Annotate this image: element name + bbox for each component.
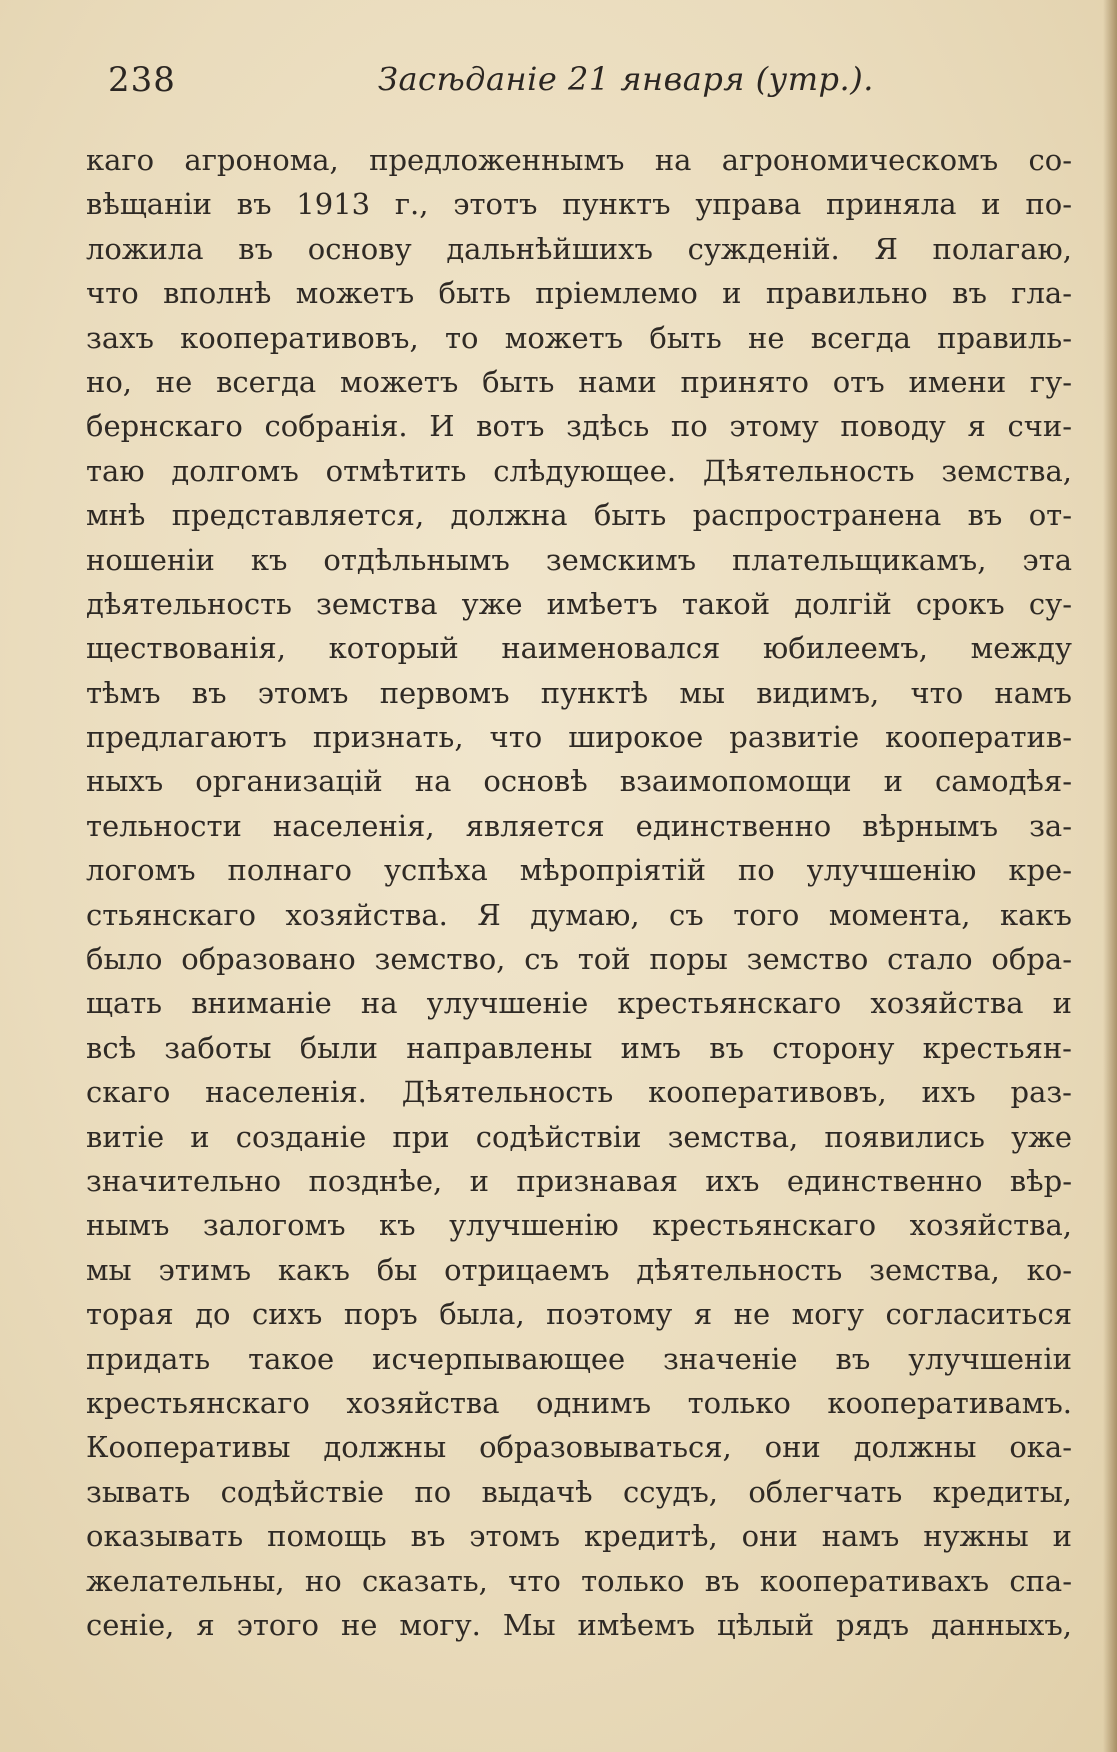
text-line: скаго населенія. Дѣятельность кооперативовъ, ихъ раз- <box>86 1075 1072 1110</box>
text-line: предлагаютъ признать, что широкое развитіе кооператив- <box>86 720 1072 755</box>
text-line: значительно позднѣе, и признавая ихъ единственно вѣр- <box>86 1163 1072 1198</box>
text-line: захъ кооперативовъ, то можетъ быть не всегда правиль- <box>86 320 1072 355</box>
text-line: ныхъ организацій на основѣ взаимопомощи и самодѣя- <box>86 764 1072 799</box>
text-line: оказывать помощь въ этомъ кредитѣ, они намъ нужны и <box>86 1519 1072 1554</box>
body-text <box>86 138 1072 1647</box>
text-line: было образовано земство, съ той поры земство стало обра- <box>86 942 1072 977</box>
text-line: нымъ залогомъ къ улучшенію крестьянскаго хозяйства, <box>86 1208 1072 1243</box>
text-line: дѣятельность земства уже имѣетъ такой долгій срокъ су- <box>86 586 1072 621</box>
text-line: мы этимъ какъ бы отрицаемъ дѣятельность земства, ко- <box>86 1252 1072 1287</box>
text-line: что вполнѣ можетъ быть пріемлемо и правильно въ гла- <box>86 276 1072 311</box>
text-line: крестьянскаго хозяйства однимъ только кооперативамъ. <box>86 1385 1072 1420</box>
text-line: стьянскаго хозяйства. Я думаю, съ того момента, какъ <box>86 897 1072 932</box>
text-line: тельности населенія, является единственно вѣрнымъ за- <box>86 808 1072 843</box>
text-line: придать такое исчерпывающее значеніе въ улучшеніи <box>86 1341 1072 1376</box>
text-line: торая до сихъ поръ была, поэтому я не могу согласиться <box>86 1297 1072 1332</box>
page-header <box>108 60 1068 110</box>
text-line: ложила въ основу дальнѣйшихъ сужденій. Я полагаю, <box>86 231 1072 266</box>
text-line: ношеніи къ отдѣльнымъ земскимъ плательщикамъ, эта <box>86 542 1072 577</box>
text-line: витіе и созданіе при содѣйствіи земства, появились уже <box>86 1119 1072 1154</box>
text-line: тѣмъ въ этомъ первомъ пунктѣ мы видимъ, что намъ <box>86 675 1072 710</box>
text-line: всѣ заботы были направлены имъ въ сторону крестьян- <box>86 1030 1072 1065</box>
text-line: желательны, но сказать, что только въ кооперативахъ спа- <box>86 1563 1072 1598</box>
text-line: каго агронома, предложеннымъ на агрономическомъ со- <box>86 143 1072 177</box>
text-line: таю долгомъ отмѣтить слѣдующее. Дѣятельность земства, <box>86 453 1072 488</box>
page-edge-shadow <box>1103 0 1117 1752</box>
text-line: сеніе, я этого не могу. Мы имѣемъ цѣлый рядъ данныхъ, <box>86 1607 1072 1642</box>
page-number: 238 <box>108 60 176 100</box>
text-line: логомъ полнаго успѣха мѣропріятій по улучшенію кре- <box>86 853 1072 888</box>
text-line: вѣщаніи въ 1913 г., этотъ пунктъ управа приняла и по- <box>86 187 1072 222</box>
text-line: но, не всегда можетъ быть нами принято отъ имени гу- <box>86 364 1072 399</box>
text-line: мнѣ представляется, должна быть распространена въ от- <box>86 498 1072 533</box>
text-line: зывать содѣйствіе по выдачѣ ссудъ, облегчать кредиты, <box>86 1474 1072 1509</box>
text-line: ществованія, который наименовался юбилеемъ, между <box>86 631 1072 666</box>
text-line: Кооперативы должны образовываться, они должны ока- <box>86 1430 1072 1465</box>
running-head: Засѣданіе 21 января (утр.). <box>378 60 874 98</box>
text-line: щать вниманіе на улучшеніе крестьянскаго хозяйства и <box>86 986 1072 1021</box>
text-line: бернскаго собранія. И вотъ здѣсь по этому поводу я счи- <box>86 409 1072 444</box>
